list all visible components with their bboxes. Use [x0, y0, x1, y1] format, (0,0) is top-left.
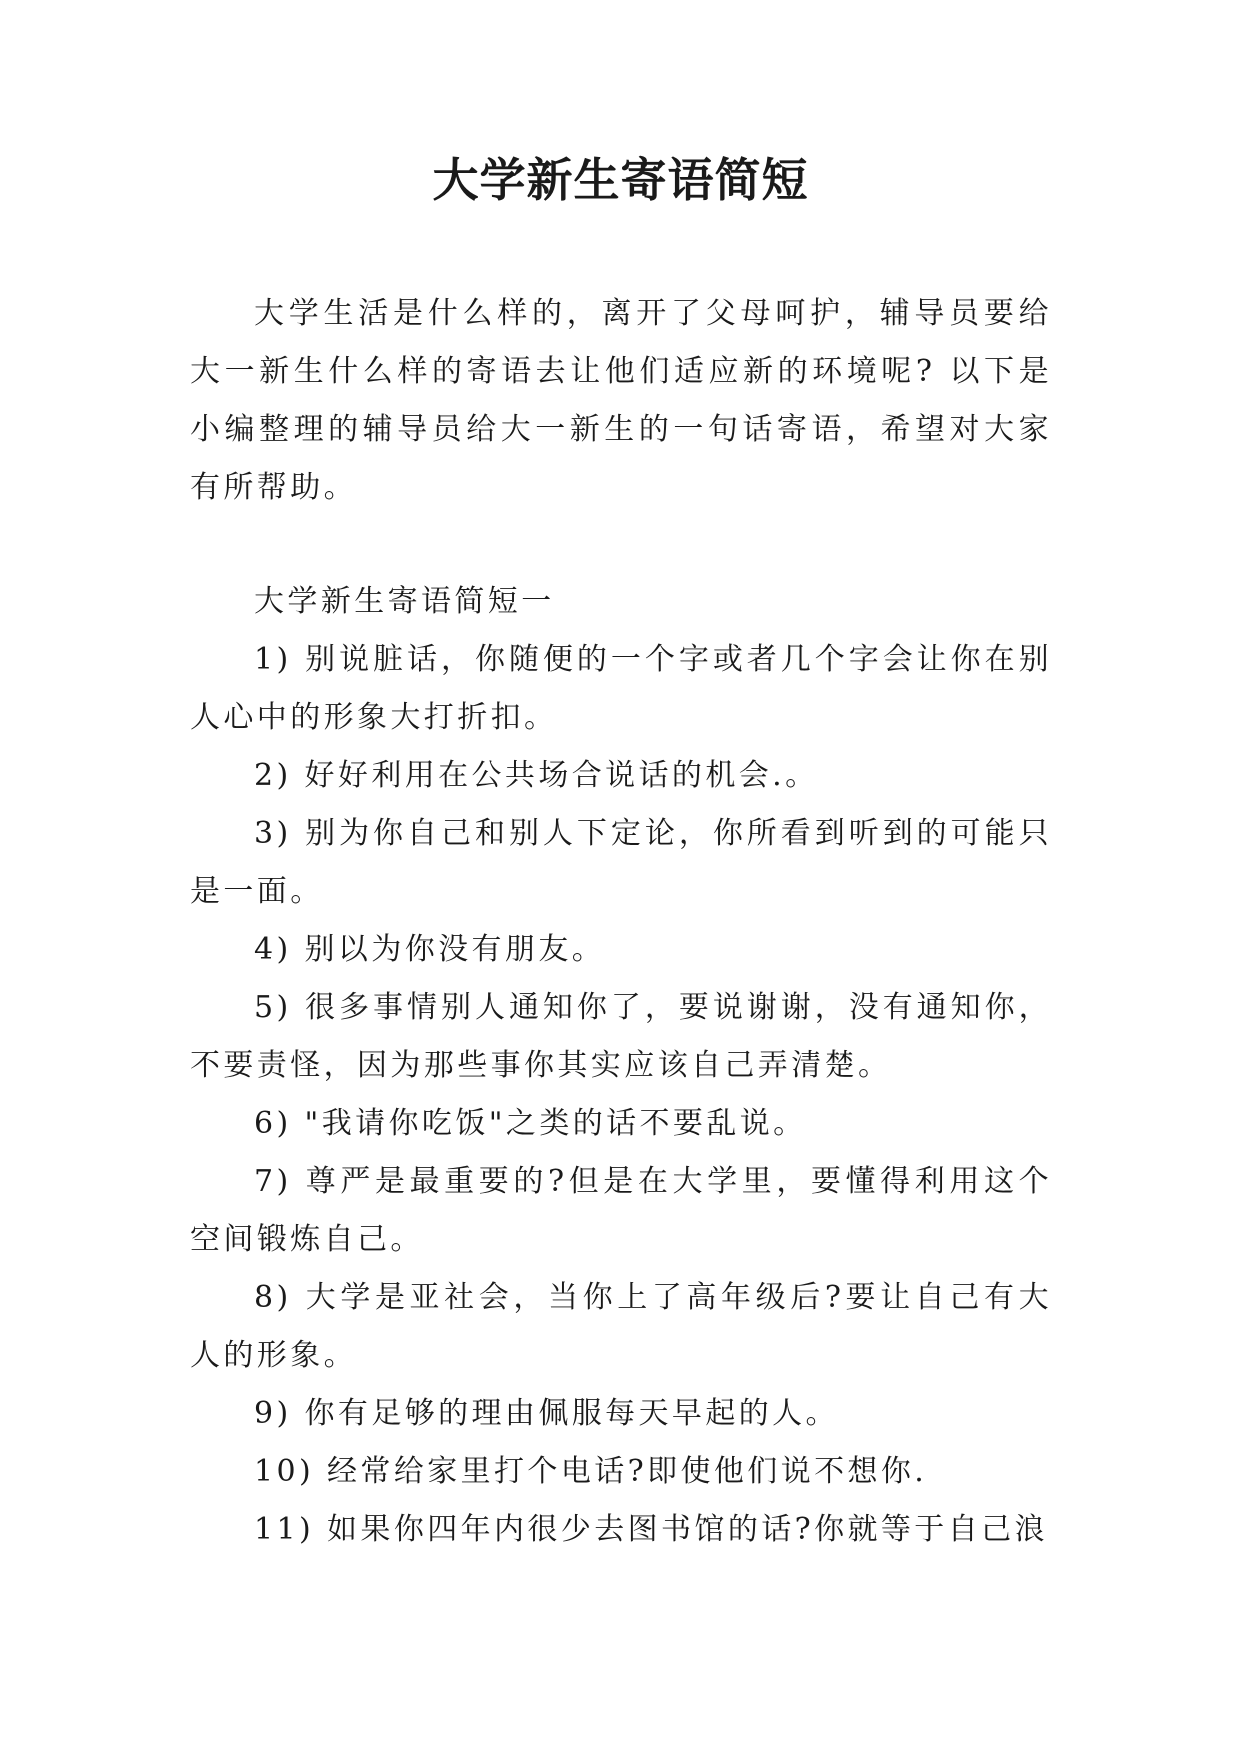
list-item: 11) 如果你四年内很少去图书馆的话?你就等于自己浪 — [254, 1512, 1048, 1547]
list-item: 4) 别以为你没有朋友。 — [254, 932, 606, 967]
section-heading: 大学新生寄语简短一 — [254, 584, 555, 619]
list-item: 2) 好好利用在公共场合说话的机会.。 — [254, 758, 819, 793]
list-item: 3) 别为你自己和别人下定论，你所看到听到的可能只是一面。 — [190, 816, 1052, 909]
list-item: 5) 很多事情别人通知你了，要说谢谢，没有通知你，不要责怪，因为那些事你其实应该自己弄清楚。 — [190, 990, 1052, 1083]
list-item: 8) 大学是亚社会，当你上了高年级后?要让自己有大人的形象。 — [190, 1280, 1052, 1373]
list-item: 1) 别说脏话，你随便的一个字或者几个字会让你在别人心中的形象大打折扣。 — [190, 642, 1052, 735]
list-item: 10) 经常给家里打个电话?即使他们说不想你. — [254, 1454, 928, 1489]
document-body — [190, 285, 1052, 1559]
list-item: 7) 尊严是最重要的?但是在大学里，要懂得利用这个空间锻炼自己。 — [190, 1164, 1052, 1257]
intro-paragraph: 大学生活是什么样的，离开了父母呵护，辅导员要给大一新生什么样的寄语去让他们适应新的环境呢? 以下是小编整理的辅导员给大一新生的一句话寄语，希望对大家有所帮助。 — [190, 296, 1052, 505]
list-item: 9) 你有足够的理由佩服每天早起的人。 — [254, 1396, 839, 1431]
list-item: 6) "我请你吃饭"之类的话不要乱说。 — [254, 1106, 807, 1141]
document-title: 大学新生寄语简短 — [432, 153, 809, 207]
